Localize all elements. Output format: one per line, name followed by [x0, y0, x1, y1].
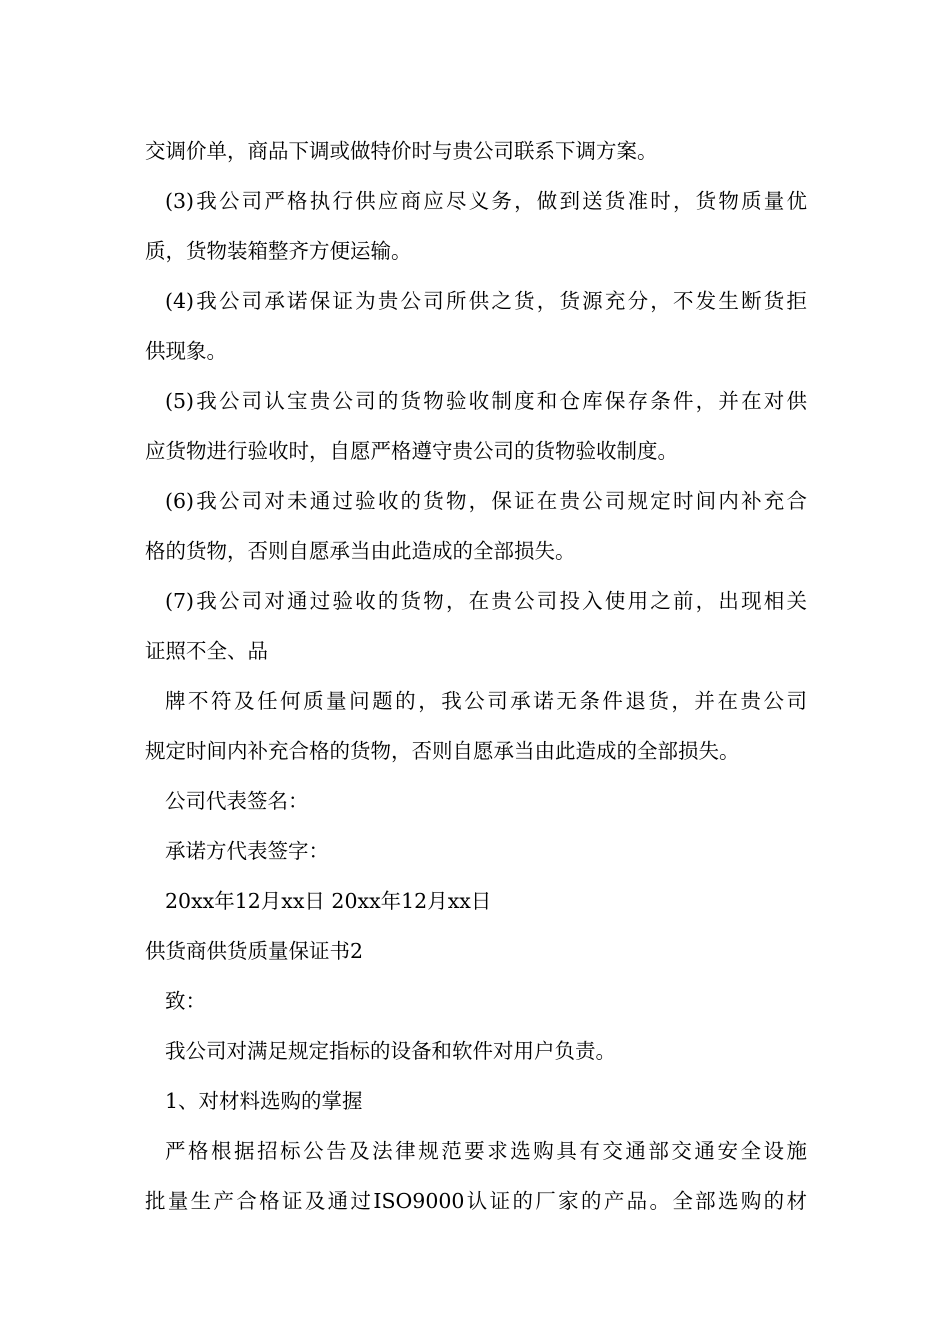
section-title: 供货商供货质量保证书2 — [145, 939, 364, 963]
paragraph-line: 格的货物，否则自愿承当由此造成的全部损失。 — [145, 539, 576, 563]
paragraph-line: (7)我公司对通过验收的货物，在贵公司投入使用之前，出现相关 — [165, 589, 807, 613]
paragraph-line: (5)我公司认宝贵公司的货物验收制度和仓库保存条件，并在对供 — [165, 389, 807, 413]
paragraph-line: 严格根据招标公告及法律规范要求选购具有交通部交通安全设施 — [165, 1139, 807, 1163]
paragraph-line: 质，货物装箱整齐方便运输。 — [145, 239, 412, 263]
paragraph-line: 规定时间内补充合格的货物，否则自愿承当由此造成的全部损失。 — [145, 739, 740, 763]
paragraph-line: 牌不符及任何质量问题的，我公司承诺无条件退货，并在贵公司 — [165, 689, 807, 713]
paragraph-line: 应货物进行验收时，自愿严格遵守贵公司的货物验收制度。 — [145, 439, 678, 463]
subsection-heading: 1、对材料选购的掌握 — [165, 1089, 363, 1113]
paragraph-line: (4)我公司承诺保证为贵公司所供之货，货源充分，不发生断货拒 — [165, 289, 807, 313]
salutation: 致： — [165, 989, 206, 1013]
signature-dates: 20xx年12月xx日 20xx年12月xx日 — [165, 889, 492, 913]
signature-label-company: 公司代表签名： — [165, 789, 309, 813]
paragraph-line: 我公司对满足规定指标的设备和软件对用户负责。 — [165, 1039, 616, 1063]
paragraph-line: (6)我公司对未通过验收的货物，保证在贵公司规定时间内补充合 — [165, 489, 807, 513]
paragraph-line: 交调价单，商品下调或做特价时与贵公司联系下调方案。 — [145, 139, 658, 163]
paragraph-line: (3)我公司严格执行供应商应尽义务，做到送货准时，货物质量优 — [165, 189, 807, 213]
signature-label-promisor: 承诺方代表签字： — [165, 839, 329, 863]
paragraph-line: 证照不全、品 — [145, 639, 268, 663]
paragraph-line: 批量生产合格证及通过ISO9000认证的厂家的产品。全部选购的材 — [145, 1189, 807, 1213]
document-page — [145, 126, 807, 1226]
paragraph-line: 供现象。 — [145, 339, 227, 363]
